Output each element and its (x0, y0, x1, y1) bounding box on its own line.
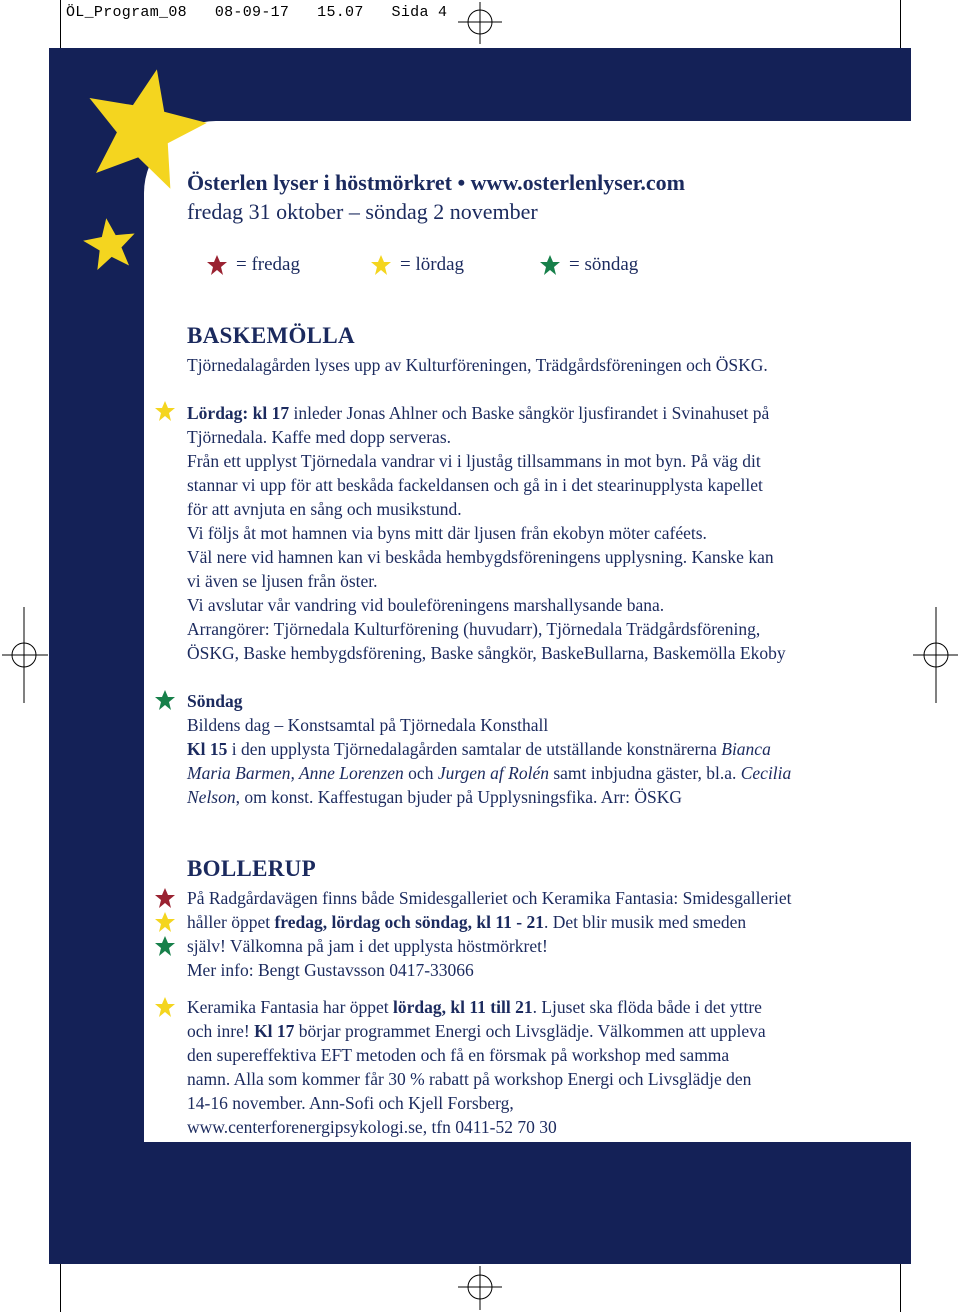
baskemolla-intro: Tjörnedalagården lyses upp av Kulturföreningen, Trädgårdsföreningen och ÖSKG. (187, 355, 768, 375)
red-star-icon (206, 254, 228, 276)
registration-mark-bottom (455, 1264, 505, 1312)
saturday-line: vi även se ljusen från öster. (187, 571, 378, 591)
registration-mark-top (455, 0, 505, 48)
registration-mark-left (0, 605, 50, 705)
header (187, 168, 887, 226)
yellow-star-icon (154, 911, 176, 933)
crop-mark (60, 0, 61, 48)
sunday-line: Nelson, om konst. Kaffestugan bjuder på Upplysningsfika. Arr: ÖSKG (187, 787, 682, 807)
event-dates: fredag 31 oktober – söndag 2 november (187, 199, 538, 224)
print-slug: ÖL_Program_08 08-09-17 15.07 Sida 4 (66, 4, 448, 21)
crop-mark (60, 1264, 61, 1312)
legend-friday-label: = fredag (236, 254, 300, 275)
sunday-line: Maria Barmen, Anne Lorenzen och Jurgen af Rolén samt inbjudna gäster, bl.a. Cecilia (187, 763, 792, 783)
legend-friday (206, 252, 300, 278)
sunday-line: Kl 15 i den upplysta Tjörnedalagården samtalar de utställande konstnärerna Bianca (187, 739, 771, 759)
legend-sunday-label: = söndag (569, 254, 639, 275)
event-title: Österlen lyser i höstmörkret • www.osterlenlyser.com (187, 170, 685, 195)
saturday-line: Tjörnedala. Kaffe med dopp serveras. (187, 427, 452, 447)
yellow-star-icon (370, 254, 392, 276)
section-title-bollerup: BOLLERUP (187, 856, 316, 881)
saturday-line: Vi avslutar vår vandring vid bouleföreningens marshallysande bana. (187, 595, 665, 615)
saturday-line: Från ett upplyst Tjörnedala vandrar vi i ljuståg tillsammans in mot byn. På väg dit (187, 451, 761, 471)
saturday-label: Lördag: kl 17 (187, 403, 290, 423)
red-star-icon (154, 887, 176, 909)
green-star-icon (539, 254, 561, 276)
saturday-program (187, 401, 857, 665)
saturday-line: Vi följs åt mot hamnen via byns mitt där ljusen från ekobyn möter caféets. (187, 523, 707, 543)
legend-sunday (539, 252, 638, 278)
green-star-icon (154, 689, 176, 711)
registration-mark-right (911, 605, 960, 705)
sunday-line: Bildens dag – Konstsamtal på Tjörnedala Konsthall (187, 715, 549, 735)
keramika-paragraph: Keramika Fantasia har öppet lördag, kl 11 till 21. Ljuset ska flöda både i det yttre och inre! Kl 17 börjar programmet Energi och Livsglädje. Välkommen att uppleva den supereffektiva EFT metoden och få en försmak på workshop med samma namn. Alla som kommer får 30 % rabatt på workshop Energi och Livsglädje den 14-16 november. Ann-Sofi och Kjell Forsberg, www.centerforenergipsykologi.se, tfn 0411-52 70 30 (187, 997, 766, 1137)
legend-saturday (370, 252, 464, 278)
crop-mark (900, 0, 901, 48)
saturday-line: Lördag: kl 17 inleder Jonas Ahlner och Baske sångkör ljusfirandet i Svinahuset på (187, 403, 770, 423)
saturday-line: för att avnjuta en sång och musikstund. (187, 499, 462, 519)
crop-mark (900, 1264, 901, 1312)
smidesgalleriet-paragraph: På Radgårdavägen finns både Smidesgalleriet och Keramika Fantasia: Smidesgalleriet håller öppet fredag, lördag och söndag, kl 11 - 21. Det blir musik med smeden själv! Välkomna på jam i det upplysta höstmörkret! Mer info: Bengt Gustavsson 0417-33066 (187, 888, 792, 980)
section-title-baskemolla: BASKEMÖLLA (187, 323, 355, 348)
legend-saturday-label: = lördag (400, 254, 465, 275)
saturday-line: stannar vi upp för att beskåda fackeldansen och gå in i det stearinupplysta kapellet (187, 475, 763, 495)
yellow-star-icon (154, 400, 176, 422)
saturday-line: Arrangörer: Tjörnedala Kulturförening (huvudarr), Tjörnedala Trädgårdsförening, (187, 619, 761, 639)
small-star-icon (80, 215, 140, 275)
sunday-label: Söndag (187, 691, 243, 711)
saturday-line: ÖSKG, Baske hembygdsförening, Baske sångkör, BaskeBullarna, Baskemölla Ekoby (187, 643, 786, 663)
sunday-program (187, 689, 857, 809)
yellow-star-icon (154, 996, 176, 1018)
green-star-icon (154, 935, 176, 957)
saturday-line: Väl nere vid hamnen kan vi beskåda hembygdsföreningens upplysning. Kanske kan (187, 547, 774, 567)
